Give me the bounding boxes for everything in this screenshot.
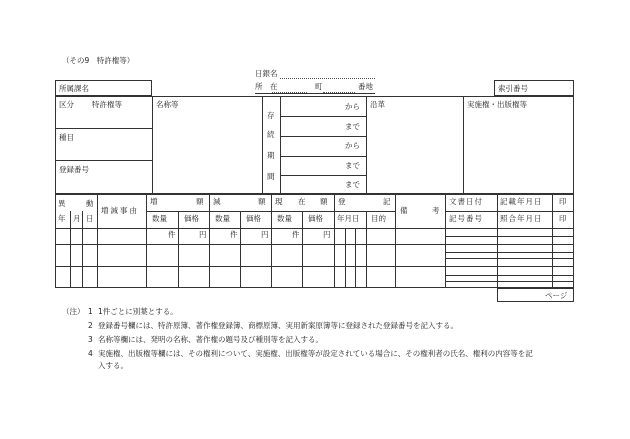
index-box: [494, 80, 574, 96]
document-date-label: 文書日付: [449, 197, 483, 206]
license-label: 実施権・出版権等: [467, 100, 527, 109]
decrease-price-label: 価格: [246, 214, 261, 223]
duration-from-2: から: [345, 141, 360, 150]
duration-until-1: まで: [345, 122, 360, 131]
note-3-text: 名称等欄には、発明の名称、著作権の題号及び種別等を記入する。: [98, 335, 323, 344]
registration-number-label: 登録番号: [59, 165, 89, 174]
duration-char-4: 間: [267, 172, 275, 181]
check-date-label: 照合年月日: [500, 214, 543, 223]
note-4-number: 4: [88, 349, 93, 358]
location-banchi: 番地: [358, 82, 373, 91]
category-value: 特許権等: [92, 100, 122, 109]
registration-date-label: 記載年月日: [500, 197, 543, 206]
change-year: 年: [58, 214, 66, 223]
department-label: 所属課名: [59, 84, 89, 93]
decrease-qty-label: 数量: [215, 214, 230, 223]
note-1-text: 1件ごとに別葉とする。: [98, 307, 178, 316]
index-label: 索引番号: [498, 84, 528, 93]
note-2-text: 登録番号欄には、特許原簿、著作権登録簿、商標原簿、実用新案原簿等に登録された登録番号を記入する。: [98, 321, 458, 330]
unit-yen-2: 円: [261, 230, 269, 239]
location-label: 所 在: [255, 82, 278, 91]
category-label: 区分: [59, 100, 74, 109]
increase-qty-label: 数量: [152, 214, 167, 223]
notes-prefix: （注）: [62, 307, 85, 316]
current-char-1: 現: [275, 197, 283, 206]
duration-from-1: から: [345, 102, 360, 111]
department-box: [55, 80, 152, 96]
current-char-2: 在: [298, 197, 306, 206]
remarks-char-2: 考: [432, 206, 440, 215]
kind-label: 種目: [59, 133, 74, 142]
registration-date-ymd-label: 年月日: [337, 214, 360, 223]
registration-char-2: 記: [383, 197, 391, 206]
current-qty-label: 数量: [277, 214, 292, 223]
note-4-continuation: 入する。: [98, 361, 128, 370]
change-day: 日: [86, 214, 94, 223]
duration-char-3: 期: [267, 151, 275, 160]
unit-yen-1: 円: [199, 230, 207, 239]
document-number-label: 記号番号: [449, 214, 483, 223]
page-label: ページ: [545, 291, 568, 300]
registration-char-1: 登: [338, 197, 346, 206]
decrease-char-1: 減: [213, 197, 221, 206]
unit-ken-1: 件: [168, 230, 176, 239]
change-month: 月: [73, 214, 81, 223]
decrease-char-2: 額: [258, 197, 266, 206]
change-char-2: 動: [86, 199, 94, 208]
note-4-text: 実施権、出版権等欄には、その権利について、実施権、出版権等が設定されている場合に、その権利者の氏名、権利の内容等を記: [98, 349, 533, 358]
current-char-3: 額: [320, 197, 328, 206]
duration-char-1: 存: [267, 111, 275, 120]
change-reason-label: 増減事由: [101, 206, 139, 215]
location-town: 町: [315, 82, 323, 91]
duration-until-2: まで: [345, 161, 360, 170]
upper-table: [55, 96, 574, 194]
note-3-number: 3: [88, 335, 93, 344]
history-label: 沿革: [370, 100, 385, 109]
unit-ken-2: 件: [230, 230, 238, 239]
unit-yen-3: 円: [323, 230, 331, 239]
increase-price-label: 価格: [184, 214, 199, 223]
name-label: 名称等: [156, 100, 179, 109]
unit-ken-3: 件: [292, 230, 300, 239]
seal-label-2: 印: [559, 214, 567, 223]
ledger-label: 日銀名: [255, 69, 278, 78]
location-underline: [255, 93, 375, 94]
ledger-dotted-line: [280, 78, 375, 79]
remarks-char-1: 備: [400, 206, 408, 215]
change-char-1: 異: [58, 199, 66, 208]
increase-char-1: 増: [150, 197, 158, 206]
note-2-number: 2: [88, 321, 93, 330]
form-title: （その9 特許権等）: [62, 56, 135, 65]
duration-until-3: まで: [345, 180, 360, 189]
increase-char-2: 額: [196, 197, 204, 206]
page-box: [497, 288, 574, 302]
current-price-label: 価格: [308, 214, 323, 223]
registration-purpose-label: 目的: [371, 214, 386, 223]
seal-label-1: 印: [559, 197, 567, 206]
duration-char-2: 続: [267, 130, 275, 139]
note-1-number: 1: [88, 307, 93, 316]
